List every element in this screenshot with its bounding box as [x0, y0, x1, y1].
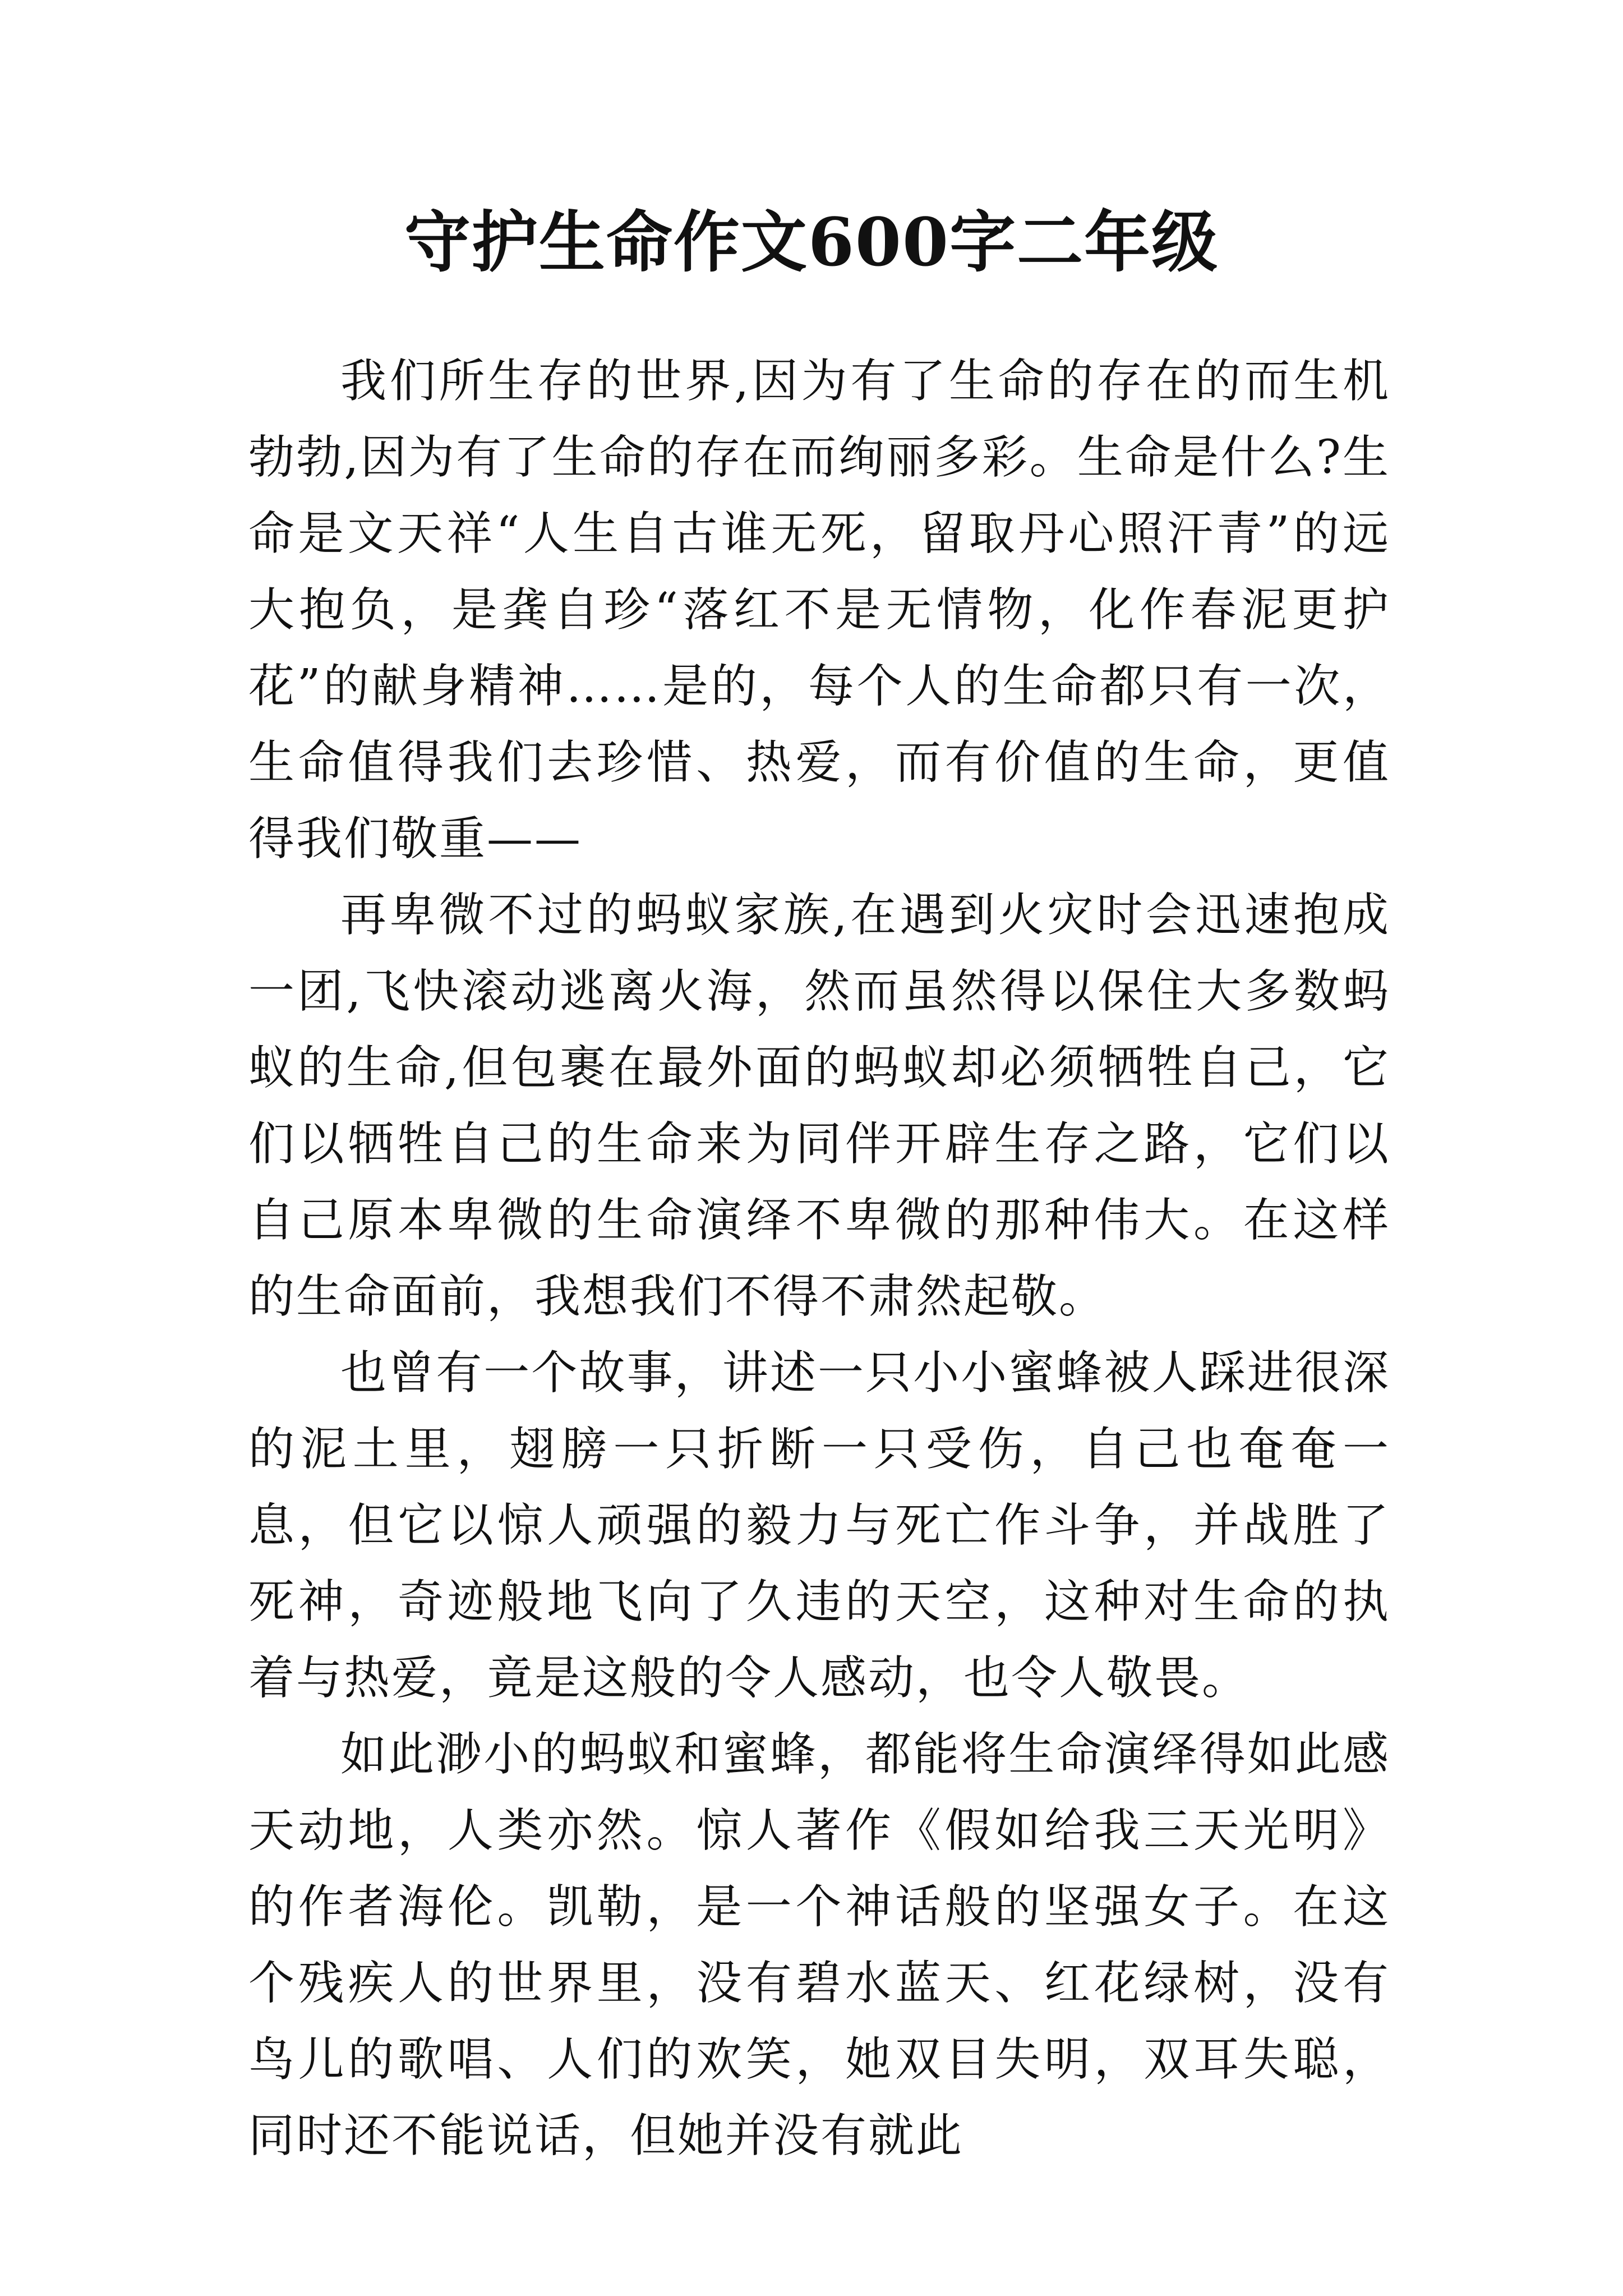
document-title: 守护生命作文600字二年级	[404, 203, 1219, 281]
paragraph-4: 如此渺小的蚂蚁和蜜蜂，都能将生命演绎得如此感天动地，人类亦然。惊人著作《假如给我三天光明》的作者海伦。凯勒，是一个神话般的坚强女子。在这个残疾人的世界里，没有碧水蓝天、红花绿树，没有鸟儿的歌唱、人们的欢笑，她双目失明，双耳失聪，同时还不能说话，但她并没有就此	[248, 1728, 1390, 2162]
paragraph-2: 再卑微不过的蚂蚁家族,在遇到火灾时会迅速抱成一团,飞快滚动逃离火海，然而虽然得以保住大多数蚂蚁的生命,但包裹在最外面的蚂蚁却必须牺牲自己，它们以牺牲自己的生命来为同伴开辟生存之路，它们以自己原本卑微的生命演绎不卑微的那种伟大。在这样的生命面前，我想我们不得不肃然起敬。	[248, 889, 1390, 1323]
paragraph-3: 也曾有一个故事，讲述一只小小蜜蜂被人踩进很深的泥土里，翅膀一只折断一只受伤，自己也奄奄一息，但它以惊人顽强的毅力与死亡作斗争，并战胜了死神，奇迹般地飞向了久违的天空，这种对生命的执着与热爱，竟是这般的令人感动，也令人敬畏。	[248, 1346, 1390, 1705]
paragraph-1: 我们所生存的世界,因为有了生命的存在的而生机勃勃,因为有了生命的存在而绚丽多彩。生命是什么?生命是文天祥“人生自古谁无死，留取丹心照汗青”的远大抱负，是龚自珍“落红不是无情物，化作春泥更护花”的献身精神……是的，每个人的生命都只有一次，生命值得我们去珍惜、热爱，而有价值的生命，更值得我们敬重——	[248, 355, 1390, 866]
document-body	[248, 343, 1390, 2174]
